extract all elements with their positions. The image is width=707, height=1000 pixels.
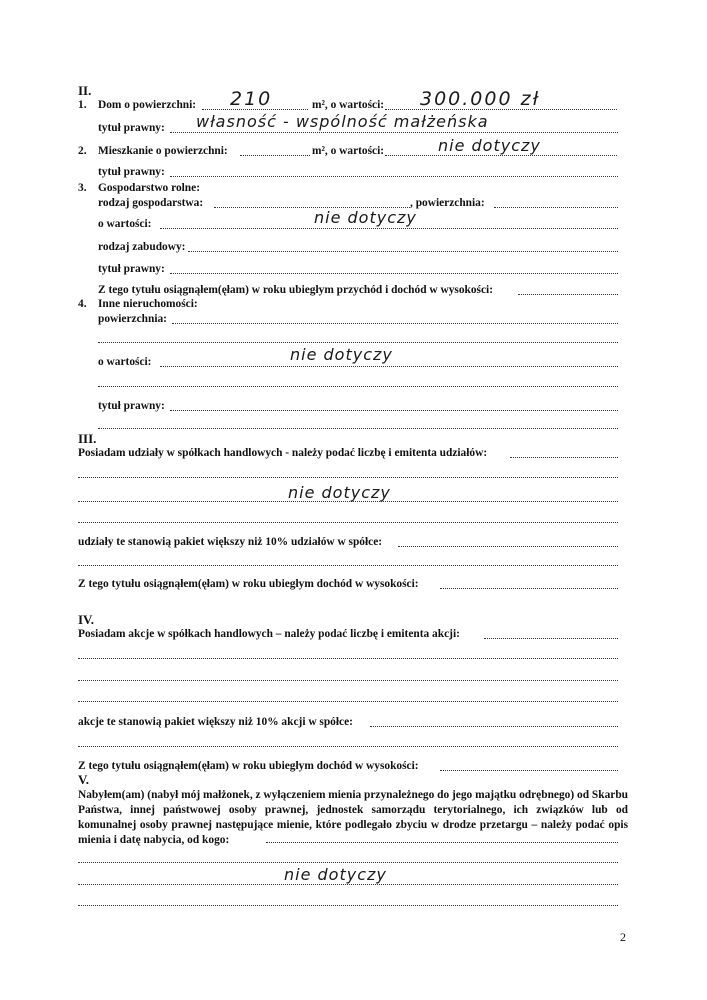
acquired-value-handwritten: nie dotyczy [284,865,387,884]
house-number: 1. [78,99,87,111]
section-ii-heading: II. [78,83,92,98]
farm-income-line [518,292,618,295]
other-title-label: tytuł prawny: [98,400,165,412]
stocks-pct-line [370,724,618,727]
section-iv-heading: IV. [78,612,95,627]
other-value-handwritten: nie dotyczy [290,345,393,364]
stocks-line-1 [484,636,618,639]
farm-area-label: , powierzchnia: [410,197,485,209]
other-label: Inne nieruchomości: [98,298,198,310]
acquired-line-4 [78,903,618,906]
acquired-line-2 [78,860,618,863]
page-number: 2 [620,930,626,944]
stocks-pct-label: akcje te stanowią pakiet większy niż 10% akcji w spółce: [78,716,353,728]
farm-income-label: Z tego tytułu osiągnąłem(ęłam) w roku ubiegłym przychód i dochód w wysokości: [98,284,493,296]
shares-line-2 [78,475,618,478]
other-value-label: o wartości: [98,356,152,368]
stocks-income-label: Z tego tytułu osiągnąłem(ęłam) w roku ubiegłym dochód w wysokości: [78,760,419,772]
farm-area-line [494,205,618,208]
house-title-label: tytuł prawny: [98,122,165,134]
apartment-unit-label: m², o wartości: [312,145,385,157]
acquired-line-1 [266,840,618,843]
house-unit-label: m², o wartości: [312,99,385,111]
section-v-heading: V. [78,772,89,787]
other-value-line [160,364,618,367]
other-title-line-2 [98,426,618,429]
stocks-income-line [440,768,618,771]
farm-type-label: rodzaj gospodarstwa: [98,197,204,209]
farm-value-handwritten: nie dotyczy [314,208,417,227]
shares-income-label: Z tego tytułu osiągnąłem(ęłam) w roku ubiegłym dochód w wysokości: [78,578,419,590]
other-value-line-2 [98,384,618,387]
apartment-number: 2. [78,145,87,157]
shares-label: Posiadam udziały w spółkach handlowych - należy podać liczbę i emitenta udziałów: [78,447,488,459]
other-area-label: powierzchnia: [98,313,167,325]
other-number: 4. [78,298,87,310]
farm-title-label: tytuł prawny: [98,263,165,275]
shares-line-1 [510,455,618,458]
shares-pct-line [398,544,618,547]
shares-value-handwritten: nie dotyczy [288,483,391,502]
stocks-label: Posiadam akcje w spółkach handlowych – należy podać liczbę i emitenta akcji: [78,628,460,640]
section-iii-heading: III. [78,431,97,446]
farm-buildings-line [188,249,618,252]
house-value-handwritten: 300.000 zł [420,88,541,110]
stocks-pct-line-2 [78,744,618,747]
apartment-title-label: tytuł prawny: [98,166,165,178]
apartment-area-line [240,153,310,156]
apartment-value-handwritten: nie dotyczy [438,136,541,155]
shares-line-4 [78,520,618,523]
house-area-handwritten: 210 [230,88,273,110]
farm-label: Gospodarstwo rolne: [98,182,200,194]
house-title-handwritten: własność - wspólność małżeńska [196,112,489,131]
other-area-line-2 [98,340,618,343]
stocks-line-2 [78,656,618,659]
stocks-line-4 [78,699,618,702]
farm-value-label: o wartości: [98,218,152,230]
apartment-label: Mieszkanie o powierzchni: [98,145,228,157]
other-area-line [172,321,618,324]
apartment-title-line [170,174,618,177]
farm-buildings-label: rodzaj zabudowy: [98,241,186,253]
shares-income-line [440,586,618,589]
other-title-line [170,408,618,411]
acquired-text: Nabyłem(am) (nabył mój małżonek, z wyłączeniem mienia przynależnego do jego majątku odrębnego) od Skarbu Państwa, innej państwowej osoby prawnej, jednostek samorządu terytorialnego, ich związków lub od komunalnej osoby prawnej następujące mienie, które podlegało zbyciu w drodze przetargu – należy podać opis mienia i datę nabycia, od kogo: [78,789,628,846]
shares-pct-line-2 [78,563,618,566]
farm-title-line [170,271,618,274]
shares-pct-label: udziały te stanowią pakiet większy niż 10% udziałów w spółce: [78,536,383,548]
stocks-line-3 [78,678,618,681]
house-label: Dom o powierzchni: [98,99,197,111]
farm-number: 3. [78,182,87,194]
